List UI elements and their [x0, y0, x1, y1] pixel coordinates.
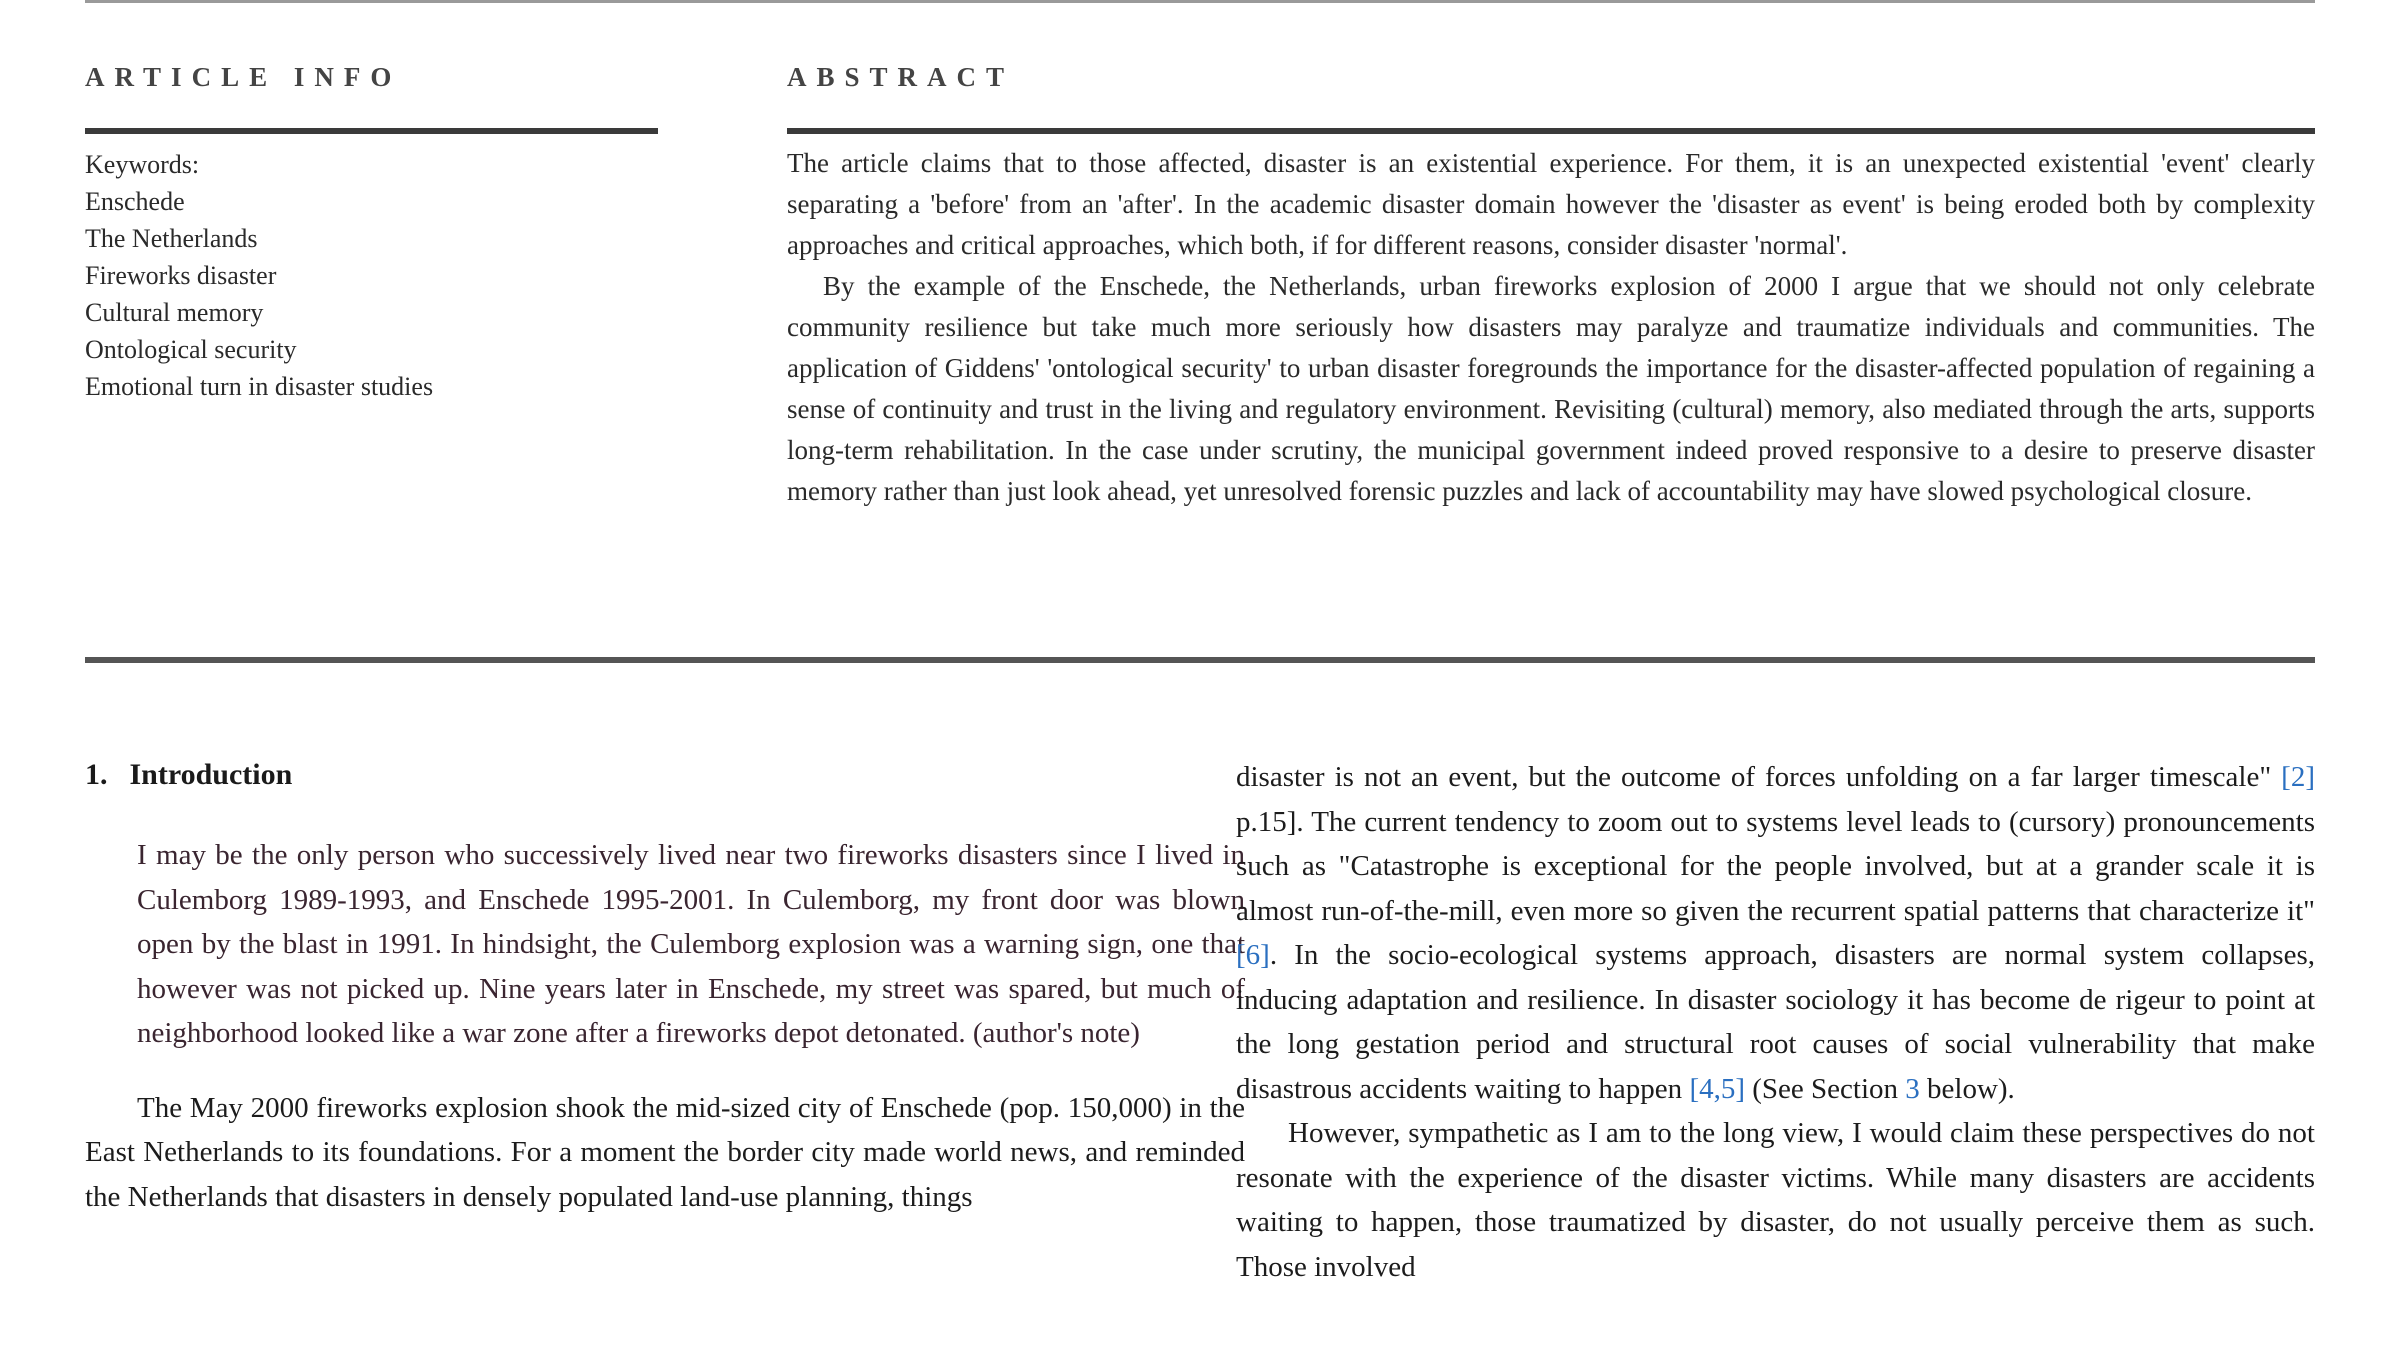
keyword-item: The Netherlands: [85, 224, 258, 253]
body-paragraph: However, sympathetic as I am to the long view, I would claim these perspectives do not resonate with the experience of the disaster victims. While many disasters are accidents waiting to happen, those traumatized by disaster, do not usually perceive them as such. Those involved: [1236, 1117, 2315, 1283]
body-paragraph: The May 2000 fireworks explosion shook the mid-sized city of Enschede (pop. 150,000) in the East Netherlands to its foundations. For a moment the border city made world news, and reminded the Netherlands that disasters in densely populated land-use planning, things: [85, 1091, 1245, 1213]
abstract-rule: [787, 128, 2315, 134]
article-info-rule: [85, 128, 658, 134]
text-run: (See Section: [1745, 1072, 1906, 1105]
left-column: [85, 755, 1245, 1219]
body-paragraph: [1236, 755, 2315, 1111]
section-heading: [85, 755, 1245, 795]
abstract-paragraph: By the example of the Enschede, the Netherlands, urban fireworks explosion of 2000 I argue that we should not only celebrate community resilience but take much more seriously how disasters may paralyze and traumatize individuals and communities. The application of Giddens' 'ontological security' to urban disaster foregrounds the importance for the disaster-affected population of regaining a sense of continuity and trust in the living and regulatory environment. Revisiting (cultural) memory, also mediated through the arts, supports long-term rehabilitation. In the case under scrutiny, the municipal government indeed proved responsive to a desire to preserve disaster memory rather than just look ahead, yet unresolved forensic puzzles and lack of accountability may have slowed psychological closure.: [787, 271, 2315, 506]
top-rule: [85, 0, 2315, 3]
text-run: p.15]. The current tendency to zoom out to systems level leads to (cursory) pronouncements such as "Catastrophe is exceptional for the people involved, but at a grander scale it is almost run-of-the-mill, even more so given the recurrent spatial patterns that characterize it": [1236, 805, 2315, 927]
section-divider-rule: [85, 657, 2315, 663]
keyword-item: Cultural memory: [85, 298, 264, 327]
section-title: Introduction: [129, 758, 293, 791]
text-run: below).: [1919, 1072, 2015, 1105]
keywords-label: Keywords:: [85, 150, 200, 179]
text-run: . In the socio-ecological systems approach, disasters are normal system collapses, inducing adaptation and resilience. In disaster sociology it has become de rigeur to point at the long gestation period and structural root causes of social vulnerability that make disastrous accidents waiting to happen: [1236, 939, 2315, 1105]
abstract-body: [787, 143, 2315, 512]
abstract-paragraph: The article claims that to those affected, disaster is an existential experience. For them, it is an unexpected existential 'event' clearly separating a 'before' from an 'after'. In the academic disaster domain however the 'disaster as event' is being eroded both by complexity approaches and critical approaches, which both, if for different reasons, consider disaster 'normal'.: [787, 148, 2315, 260]
citation-link[interactable]: [2]: [2281, 761, 2315, 793]
keyword-item: Fireworks disaster: [85, 261, 277, 290]
epigraph-quote: I may be the only person who successively lived near two fireworks disasters since I lived in Culemborg 1989-1993, and Enschede 1995-2001. In Culemborg, my front door was blown open by the blast in 1991. In hindsight, the Culemborg explosion was a warning sign, one that however was not picked up. Nine years later in Enschede, my street was spared, but much of neighborhood looked like a war zone after a fireworks depot detonated. (author's note): [137, 839, 1245, 1049]
keyword-item: Enschede: [85, 187, 185, 216]
keyword-item: Ontological security: [85, 335, 297, 364]
keyword-item: Emotional turn in disaster studies: [85, 372, 434, 401]
citation-link[interactable]: [4,5]: [1689, 1072, 1746, 1105]
abstract-heading: ABSTRACT: [787, 62, 1015, 92]
section-link[interactable]: 3: [1905, 1072, 1920, 1105]
right-column: [1236, 755, 2315, 1289]
keywords-list: [85, 146, 658, 405]
citation-link[interactable]: [6]: [1236, 939, 1270, 971]
article-info-heading: ARTICLE INFO: [85, 62, 402, 92]
text-run: disaster is not an event, but the outcome of forces unfolding on a far larger timescale": [1236, 761, 2282, 793]
section-number: 1.: [85, 758, 108, 791]
